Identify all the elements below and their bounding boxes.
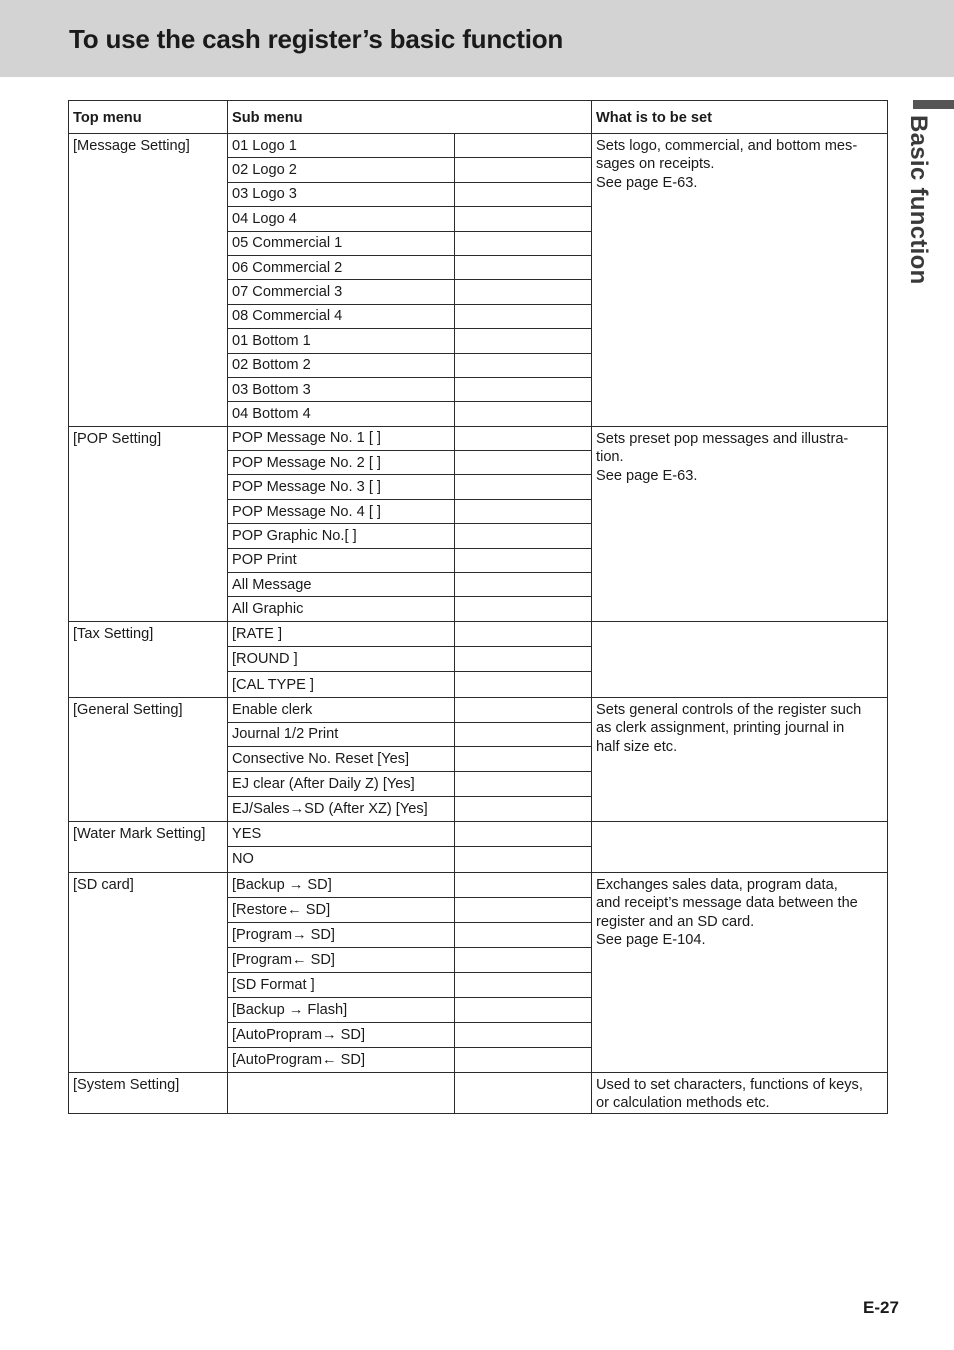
description-line: See page E-63. (596, 174, 698, 191)
description-line: Sets general controls of the register such (596, 701, 862, 718)
sub-menu-cell: POP Message No. 3 [ ] (228, 475, 455, 499)
sub-menu-value-cell (455, 255, 592, 279)
sub-menu-cell: NO (228, 847, 455, 873)
top-menu-cell: [POP Setting] (69, 426, 228, 621)
table-row (69, 621, 888, 646)
sub-menu-value-cell (455, 426, 592, 450)
description-cell (592, 621, 888, 697)
sub-menu-cell: EJ clear (After Daily Z) [Yes] (228, 772, 455, 797)
description-line: sages on receipts. (596, 156, 715, 173)
header-what-is-set: What is to be set (592, 101, 888, 134)
description-line: as clerk assignment, printing journal in (596, 720, 845, 737)
description-line: and receipt’s message data between the (596, 895, 858, 912)
sub-menu-value-cell (455, 722, 592, 747)
table-row (69, 1072, 888, 1113)
sub-menu-value-cell (455, 548, 592, 572)
description-line: Sets logo, commercial, and bottom mes- (596, 138, 858, 154)
header-top-menu: Top menu (69, 101, 228, 134)
sub-menu-value-cell (455, 647, 592, 672)
sub-menu-cell: 01 Bottom 1 (228, 329, 455, 353)
sub-menu-cell: [ROUND ] (228, 647, 455, 672)
table-body (69, 134, 888, 1114)
sub-menu-value-cell (455, 821, 592, 847)
table-row (69, 872, 888, 897)
sub-menu-value-cell (455, 1072, 592, 1113)
sub-menu-cell: 01 Logo 1 (228, 134, 455, 158)
sub-menu-value-cell (455, 451, 592, 475)
table-row (69, 426, 888, 450)
header-sub-menu: Sub menu (228, 101, 592, 134)
sub-menu-cell: 02 Logo 2 (228, 158, 455, 182)
top-menu-cell: [Message Setting] (69, 134, 228, 427)
sub-menu-value-cell (455, 475, 592, 499)
table-row (69, 134, 888, 158)
sub-menu-value-cell (455, 947, 592, 972)
sub-menu-value-cell (455, 747, 592, 772)
table-header-row (69, 101, 888, 134)
description-cell (592, 134, 888, 427)
table-row (69, 697, 888, 722)
sub-menu-cell: [Program← SD] (228, 947, 455, 972)
sub-menu-cell: 03 Bottom 3 (228, 377, 455, 401)
sub-menu-value-cell (455, 499, 592, 523)
description-line: register and an SD card. (596, 913, 755, 930)
description-line: Sets preset pop messages and illustra- (596, 430, 849, 447)
sub-menu-cell: [Program→ SD] (228, 922, 455, 947)
sub-menu-cell: 02 Bottom 2 (228, 353, 455, 377)
description-line: See page E-104. (596, 931, 706, 948)
top-menu-cell: [Water Mark Setting] (69, 821, 228, 872)
sub-menu-value-cell (455, 402, 592, 426)
sub-menu-cell: [SD Format ] (228, 972, 455, 997)
sub-menu-value-cell (455, 1022, 592, 1047)
sub-menu-value-cell (455, 997, 592, 1022)
sub-menu-value-cell (455, 304, 592, 328)
sub-menu-cell: [Backup → SD] (228, 872, 455, 897)
sub-menu-value-cell (455, 329, 592, 353)
sub-menu-cell: 06 Commercial 2 (228, 255, 455, 279)
sub-menu-cell: YES (228, 821, 455, 847)
sub-menu-cell: [Restore← SD] (228, 897, 455, 922)
settings-table (68, 100, 888, 1114)
sub-menu-value-cell (455, 134, 592, 158)
sub-menu-value-cell (455, 182, 592, 206)
sub-menu-value-cell (455, 872, 592, 897)
sub-menu-value-cell (455, 280, 592, 304)
sub-menu-cell: 07 Commercial 3 (228, 280, 455, 304)
sub-menu-cell: Journal 1/2 Print (228, 722, 455, 747)
sub-menu-cell: POP Message No. 1 [ ] (228, 426, 455, 450)
table-row (69, 821, 888, 847)
top-menu-cell: [SD card] (69, 872, 228, 1072)
sub-menu-value-cell (455, 207, 592, 231)
sub-menu-cell: EJ/Sales→SD (After XZ) [Yes] (228, 796, 455, 821)
sub-menu-value-cell (455, 847, 592, 873)
sub-menu-value-cell (455, 377, 592, 401)
sub-menu-cell: POP Graphic No.[ ] (228, 524, 455, 548)
sub-menu-value-cell (455, 922, 592, 947)
sub-menu-cell: 03 Logo 3 (228, 182, 455, 206)
description-line: half size etc. (596, 738, 678, 755)
top-menu-cell: [Tax Setting] (69, 621, 228, 697)
description-line: tion. (596, 449, 624, 466)
sub-menu-cell (228, 1072, 455, 1113)
page-title: To use the cash register’s basic function (69, 24, 564, 54)
top-menu-cell: [General Setting] (69, 697, 228, 821)
page-number: E-27 (863, 1298, 899, 1317)
sub-menu-cell: 04 Bottom 4 (228, 402, 455, 426)
sub-menu-cell: 08 Commercial 4 (228, 304, 455, 328)
description-cell (592, 821, 888, 872)
sub-menu-value-cell (455, 1047, 592, 1072)
sub-menu-value-cell (455, 597, 592, 621)
description-cell (592, 872, 888, 1072)
sub-menu-cell: [Backup → Flash] (228, 997, 455, 1022)
description-line: See page E-63. (596, 467, 698, 484)
sub-menu-value-cell (455, 972, 592, 997)
sub-menu-cell: POP Message No. 2 [ ] (228, 451, 455, 475)
sub-menu-value-cell (455, 796, 592, 821)
sub-menu-cell: [RATE ] (228, 621, 455, 646)
top-menu-cell: [System Setting] (69, 1072, 228, 1113)
sub-menu-value-cell (455, 672, 592, 697)
sub-menu-cell: [CAL TYPE ] (228, 672, 455, 697)
sub-menu-cell: [AutoProgram← SD] (228, 1047, 455, 1072)
sub-menu-value-cell (455, 353, 592, 377)
description-cell (592, 1072, 888, 1113)
side-tab-marker (913, 100, 954, 109)
sub-menu-cell: [AutoPropram→ SD] (228, 1022, 455, 1047)
sub-menu-value-cell (455, 697, 592, 722)
description-cell (592, 426, 888, 621)
sub-menu-cell: POP Message No. 4 [ ] (228, 499, 455, 523)
sub-menu-cell: Enable clerk (228, 697, 455, 722)
sub-menu-cell: All Graphic (228, 597, 455, 621)
sub-menu-value-cell (455, 897, 592, 922)
sub-menu-cell: POP Print (228, 548, 455, 572)
sub-menu-value-cell (455, 621, 592, 646)
side-tab-label: Basic function (905, 115, 932, 285)
sub-menu-value-cell (455, 573, 592, 597)
sub-menu-cell: 04 Logo 4 (228, 207, 455, 231)
sub-menu-value-cell (455, 158, 592, 182)
description-cell (592, 697, 888, 821)
description-line: Used to set characters, functions of keys, (596, 1076, 863, 1093)
description-line: Exchanges sales data, program data, (596, 876, 838, 893)
sub-menu-value-cell (455, 772, 592, 797)
sub-menu-cell: Consective No. Reset [Yes] (228, 747, 455, 772)
description-line: or calculation methods etc. (596, 1095, 770, 1112)
sub-menu-cell: 05 Commercial 1 (228, 231, 455, 255)
sub-menu-value-cell (455, 524, 592, 548)
sub-menu-value-cell (455, 231, 592, 255)
sub-menu-cell: All Message (228, 573, 455, 597)
